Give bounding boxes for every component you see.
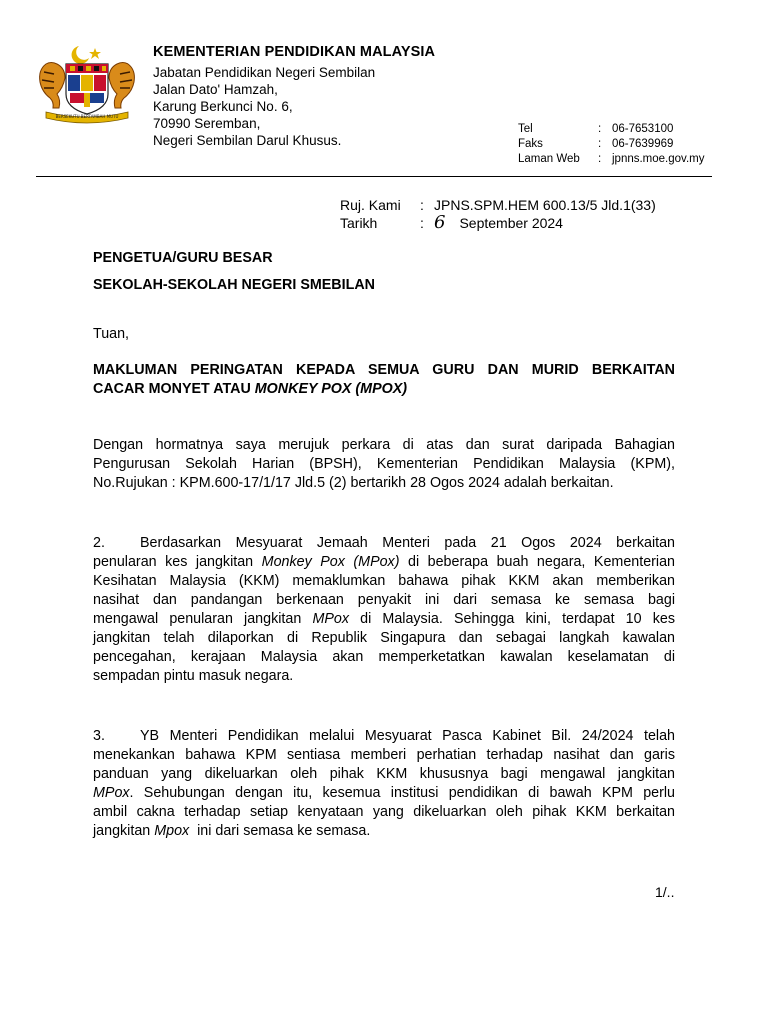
p1-line-3: No.Rujukan : KPM.600-17/1/17 Jld.5 (2) bertarikh 28 Ogos 2024 adalah berkaitan. [93,475,614,491]
p3-text: jangkitan [93,823,155,839]
p2-italic: Monkey Pox (MPox) [261,554,400,570]
p2-text: Berdasarkan Mesyuarat Jemaah Menteri pada 21 Ogos 2024 berkaitan [140,535,675,551]
p2-line-5 [93,610,675,629]
letter-date: Tarikh : 6 September 2024 [340,212,563,233]
p2-line-4: nasihat dan pandangan berkenaan penyakit ini dari semasa ke semasa bagi [93,592,675,608]
date-label: Tarikh [340,215,378,231]
p2-text: penularan kes jangkitan [93,554,262,570]
coat-of-arms-logo [32,42,142,124]
p3-line-3: panduan yang dikeluarkan oleh pihak KKM khususnya bagi mengawal jangkitan [93,766,675,782]
reference-value: JPNS.SPM.HEM 600.13/5 Jld.1(33) [434,197,656,213]
ministry-name: KEMENTERIAN PENDIDIKAN MALAYSIA [153,44,436,60]
subject-italic-text: MONKEY POX (MPOX) [254,381,408,397]
p3-line-2: menekankan bahawa KPM sentiasa memberi perhatian terhadap nasihat dan garis [93,747,675,763]
handwritten-day: 6 [434,212,446,233]
p2-line-1 [93,534,675,553]
address-line-1: Jabatan Pendidikan Negeri Sembilan [153,65,376,80]
p3-line-1 [93,727,675,746]
address-line-5: Negeri Sembilan Darul Khusus. [153,133,342,148]
contact-value: jpnns.moe.gov.my [612,153,705,165]
p2-line-6: jangkitan telah dilaporkan di Republik Singapura dan sebagai langkah kawalan [93,630,675,646]
subject-line-1: MAKLUMAN PERINGATAN KEPADA SEMUA GURU DAN MURID BERKAITAN [93,362,675,378]
contact-fax: Faks : 06-7639969 [518,138,674,150]
subject-line-2 [93,380,675,399]
p2-line-8: sempadan pintu masuk negara. [93,668,294,684]
p3-italic: MPox [93,785,130,801]
recipient-line-2: SEKOLAH-SEKOLAH NEGERI SMEBILAN [93,277,375,293]
subject-text: CACAR MONYET ATAU [93,381,255,397]
contact-label: Laman Web [518,153,580,165]
p3-text: . Sehubungan dengan itu, kesemua institusi pendidikan di bawah KPM perlu [129,785,675,801]
letterhead-divider [36,176,712,177]
crest-motto: BERSEKUTU BERTAMBAH MUTU [55,114,119,119]
p2-italic: MPox [312,611,349,627]
address-line-4: 70990 Seremban, [153,116,261,131]
p3-line-5: ambil cakna terhadap setiap kenyataan yang dikeluarkan oleh pihak KKM berkaitan [93,804,675,820]
p2-text: di beberapa buah negara, Kementerian [399,554,675,570]
contact-block [518,122,704,167]
date-month-year: September 2024 [459,215,563,231]
p2-line-3: Kesihatan Malaysia (KKM) memaklumkan bahawa pihak KKM akan memberikan [93,573,675,589]
address-line-3: Karung Berkunci No. 6, [153,99,293,114]
contact-value: 06-7639969 [612,138,674,150]
p3-line-6 [93,822,675,841]
contact-label: Faks [518,138,543,150]
contact-tel: Tel : 06-7653100 [518,123,674,135]
page-number: 1/.. [655,884,675,900]
p2-line-7: pencegahan, kerajaan Malaysia akan memperketatkan kawalan keselamatan di [93,649,675,665]
p2-text: mengawal penularan jangkitan [93,611,313,627]
p3-text: ini dari semasa ke semasa. [189,823,371,839]
salutation: Tuan, [93,326,130,342]
recipient-line-1: PENGETUA/GURU BESAR [93,250,273,266]
contact-label: Tel [518,123,533,135]
p3-italic: Mpox [154,823,190,839]
p1-line-1: Dengan hormatnya saya merujuk perkara di atas dan surat daripada Bahagian [93,437,675,453]
p3-text: YB Menteri Pendidikan melalui Mesyuarat Pasca Kabinet Bil. 24/2024 telah [140,728,675,744]
p1-line-2: Pengurusan Sekolah Harian (BPSH), Kementerian Pendidikan Malaysia (KPM), [93,456,675,472]
contact-web: Laman Web : jpnns.moe.gov.my [518,153,705,165]
p3-line-4 [93,784,675,803]
paragraph-number: 2. [93,535,105,551]
p2-text: di Malaysia. Sehingga kini, terdapat 10 kes [348,611,675,627]
p2-line-2 [93,553,675,572]
paragraph-number: 3. [93,728,105,744]
contact-value: 06-7653100 [612,123,674,135]
reference-number: Ruj. Kami : JPNS.SPM.HEM 600.13/5 Jld.1(33) [340,197,656,213]
reference-label: Ruj. Kami [340,197,401,213]
address-line-2: Jalan Dato' Hamzah, [153,82,278,97]
